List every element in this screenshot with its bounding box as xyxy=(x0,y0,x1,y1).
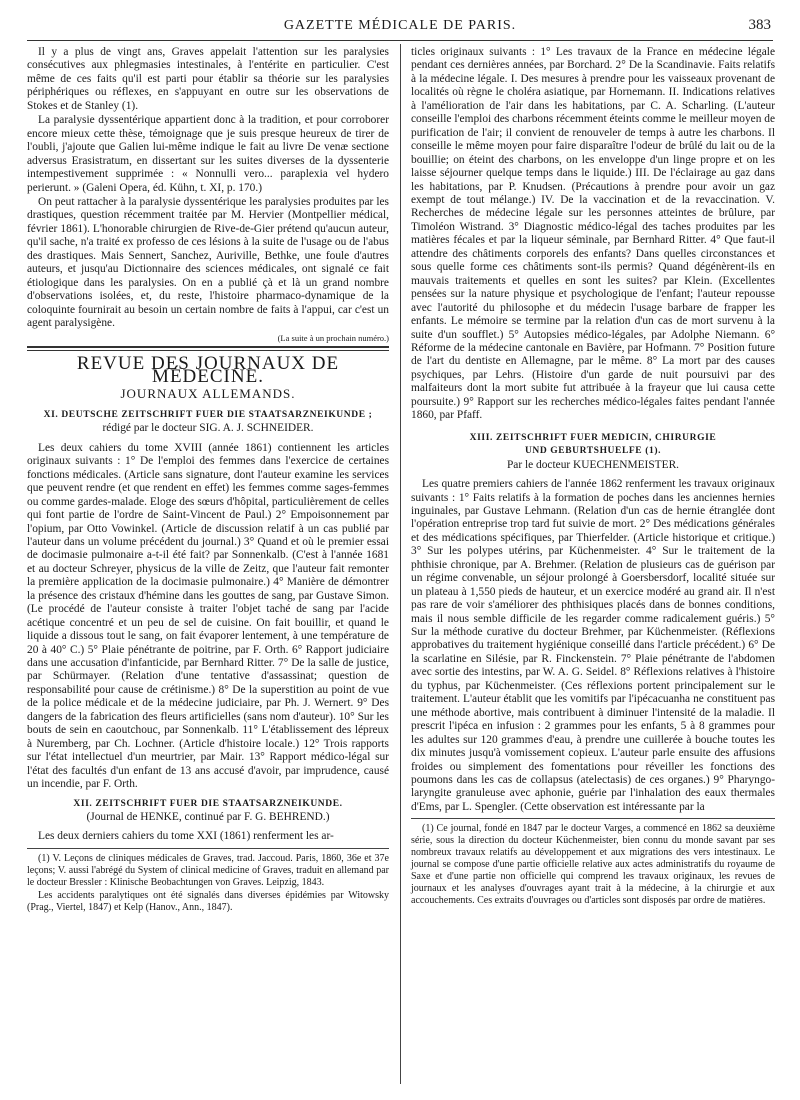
article-text-xii-continued: ticles originaux suivants : 1° Les travaux de la France en médecine légale pendant ces dernières années, par Borchard. 2° De la Scandinavie. Faits relatifs à la médecine légale. I. Des mesures à prendre pour les vaisseaux provenant de localités où règne le choléra asiatique, par Hornemann. II. Indications relatives à l'amélioration de l'air dans les habitations, par C. A. Scharling. (L'auteur conseille l'emploi des charbons récemment éteints comme le meilleur moyen de purification de l'air; il convient de renouveler de temps à autre les charbons. Il conseille le même moyen pour faire disparaître l'odeur de brûlé du lait ou de la bouillie; on éteint des charbons, on les enveloppe d'un linge propre et on les laisse séjourner quelque temps dans le liquide.) III. De l'éclairage au gaz dans les habitations, par P. Knudsen. (Précautions à prendre pour avoir un gaz exempt de tout mélange.) IV. De la vaccination et de la revaccination. V. Recherches de médecine légale sur les personnes atteintes de brûlure, par Timoléon Wistrand. 3° Diagnostic médico-légal des taches produites par les matières fécales et par la liqueur séminale, par Bernhard Ritter. 4° Que faut-il attendre des châtiments corporels des enfants? Dans quelles circonstances et sous quelle forme ces châtiments sont-ils permis? Quand dégénèrent-ils en mauvais traitements et quelles en sont les suites? par Klein. (Excellentes pensées sur la nature physique et psychologique de l'enfant; l'auteur repousse avec l'autorité du philosophe et du médecin l'usage barbare de frapper les enfants. Le mémoire se termine par la relation d'un cas de mort survenu à la suite d'un soufflet.) 5° Autopsies médico-légales, par Adolphe Niemann. 6° Réforme de la médecine cantonale en Bavière, par Hofmann. 7° Position future de l'art du dentiste en Allemagne, par le même. 8° La mort par des causes psychiques, par Lehrs. (Histoire d'un garde de nuit poursuivi par des malfaiteurs dont la mort subite fut attribuée à la frayeur que lui causa cette poursuite.) 9° Rapport sur les recherches médico-légales faites pendant l'année 1860, par Pfaff. xyxy=(411,46,775,422)
continued-note: (La suite à un prochain numéro.) xyxy=(277,332,389,343)
right-column xyxy=(411,46,775,908)
article-heading-xii: XII. ZEITSCHRIFT FUER DIE STAATSARZNEIKUNDE. xyxy=(73,798,343,809)
footnote: (1) V. Leçons de cliniques médicales de Graves, trad. Jaccoud. Paris, 1860, 36e et 37e leçons; V. aussi l'abrégé du System of clinical medicine of Graves, traduit en allemand par le docteur Bressler : Klinische Beobachtungen von Graves. Leipzig, 1843. xyxy=(27,852,389,888)
article-byline-xii: (Journal de HENKE, continué par F. G. BEHREND.) xyxy=(86,811,330,824)
paragraph: La paralysie dyssentérique appartient donc à la tradition, et pour corroborer encore mieux cette thèse, témoignage que je suis presque heureux de tirer de l'oubli, j'ajoute que Galien lui-même indique le fait au livre De venæ sectione adversus Erasistratum, en dissertant sur les suites diverses de la dyssenterie intempestivement supprimée : « Nonnulli vero... paraplexia vel hydero perierunt. » (Galeni Opera, éd. Kühn, t. XI, p. 170.) xyxy=(27,114,389,194)
footnote-block xyxy=(411,823,775,907)
journal-title: GAZETTE MÉDICALE DE PARIS. xyxy=(283,18,517,33)
article-byline-xiii: Par le docteur KUECHENMEISTER. xyxy=(506,458,680,471)
article-text-xiii: Les quatre premiers cahiers de l'année 1862 renferment les travaux originaux suivants : 1° Faits relatifs à la formation de poches dans les anciennes hernies inguinales, par Gustave Lehmann. (Relation d'un cas de hernie étranglée dont l'opération entreprise trop tard fut suivie de mort. 2° Des médications générales et des médications spécifiques, par Thierfelder. (Article historique et critique.) 3° Sur les polypes utérins, par Küchenmeister. 4° Sur le traitement de la phthisie chronique, par A. Brehmer. (Relation de plusieurs cas de guérison par un régime convenable, un séjour prolongé à Goersbersdorf, localité située sur un plateau à 1,550 pieds de hauteur, et un exercice modéré au grand air. Il n'est pas rare de voir s'améliorer des phthisiques placés dans de bonnes conditions, mais il nous semble difficile de les regarder comme radicalement guéris.) 5° Sur la méthode curative du docteur Brehmer, par Küchenmeister. (Réflexions approbatives du traitement hygiénique conseillé dans l'article précédent.) 6° De la scarlatine en Silésie, par R. Finckenstein. 7° Plaie pénétrante de l'abdomen avec sortie des intestins, par W. A. G. Seidel. 8° Réflexions relatives à l'histoire du typhus, par Küchenmeister. (Ces réflexions portent principalement sur le traitement. L'auteur établit que les vomitifs par l'ipécacuanha ne constituent pas une méthode abortive, mais contribuent à diminuer l'intensité de la maladie. Il prescrit l'ipéca en infusion : 2 grammes pour les enfants, 5 à 8 grammes pour les adultes sur 120 grammes d'eau, à prendre une cuillerée à bouche toutes les dix minutes jusqu'à vomissement copieux. L'auteur parle ensuite des affusions froides ou simplement des fomentations pour réveiller les fonctions des poumons dans les cas de collapsus (atelectasis) de ces organes.) 9° Pharyngo-laryngite granuleuse avec aphonie, guérie par l'inhalation des eaux thermales d'Ems, par L. Spengler. (Cette observation est intéressante par la xyxy=(411,478,775,813)
footnote: Les accidents paralytiques ont été signalés dans diverses épidémies par Witowsky (Prag., Viertel, 1847) et Kelp (Hanov., Ann., 1847). xyxy=(27,889,389,913)
paragraph: On peut rattacher à la paralysie dyssentérique les paralysies produites par les drastiques, question récemment traitée par M. Hervier (Montpellier médical, février 1861). L'honorable chirurgien de Rive-de-Gier prétend qu'aucun auteur, qu'il sache, n'a traité ex professo de ces lésions à la suite de l'usage ou de l'abus des drastiques. Mais Sennert, Sanchez, Auriville, Bethke, une foule d'autres auteurs, et jusqu'au Dictionnaire des sciences médicales, ont signalé ce fait étiologique dans les paralysies. On en a publié çà et là un grand nombre d'observations isolées, et, du reste, l'histoire pharmaco-dynamique de la coloquinte fournirait au besoin un certain nombre de faits à l'appui, car c'est un agent paralysigène. xyxy=(27,195,389,330)
footnote-block xyxy=(27,853,389,914)
section-rule xyxy=(27,346,389,351)
section-title: REVUE DES JOURNAUX DE MÉDECINE. xyxy=(76,352,340,387)
article-text-xii: Les deux derniers cahiers du tome XXI (1861) renferment les ar- xyxy=(38,830,334,843)
left-column xyxy=(27,46,389,915)
article-byline-xi: rédigé par le docteur SIG. A. J. SCHNEIDER. xyxy=(102,422,314,435)
footnote-rule xyxy=(27,848,389,849)
article-heading-xiii-line1: XIII. ZEITSCHRIFT FUER MEDICIN, CHIRURGIE xyxy=(469,432,717,443)
page-number: 383 xyxy=(748,17,771,33)
footnote-rule xyxy=(411,818,775,819)
footnote: (1) Ce journal, fondé en 1847 par le docteur Varges, a commencé en 1862 sa deuxième série, sous la direction du docteur Küchenmeister, bien connu du monde savant par ses nombreux travaux relatifs au développement et aux migrations des vers intestinaux. Le journal se compose d'une partie officielle relative aux actes administratifs du royaume de Saxe et d'une partie non officielle qui comprend les travaux originaux, les revues de journaux et les analyses d'ouvrages ayant trait à la médecine, à la chirurgie et aux accouchements. Ces extraits d'ouvrages ou d'articles sont disposés par ordre de matières. xyxy=(411,823,775,907)
section-subtitle: JOURNAUX ALLEMANDS. xyxy=(120,386,296,402)
article-heading-xiii-line2: UND GEBURTSHUELFE (1). xyxy=(524,446,662,457)
column-divider xyxy=(400,44,401,1084)
article-text-xi: Les deux cahiers du tome XVIII (année 1861) contiennent les articles originaux suivants : 1° De l'emploi des femmes dans l'exercice de certaines fonctions médicales. (Article sans signature, dont l'auteur examine les services que peuvent rendre (et que rendent en effet) les femmes comme sages-femmes ou comme gardes-malade. Eloge des sœurs d'hôpital, particulièrement de celles qui font partie de l'ordre de Saint-Vincent de Paul.) 2° Empoisonnement par l'opium, par Otto Vowinkel. (Article de discussion relatif à un cas publié par l'auteur dans un volume précédent du journal.) 3° Quand et où le premier essai de docimasie pulmonaire a-t-il été fait? par Sonnenkalb. (C'est à l'année 1681 et au docteur Schreyer, physicus de la ville de Zeitz, que l'auteur fait remonter la première application de la docimasie pulmonaire.) 4° Manière de démontrer la présence des cristaux d'hémine dans les gouttes de sang, par Gustave Simon. (Le procédé de l'auteur consiste à traiter l'objet taché de sang par l'acide acétique concentré et un peu de sel de cuisine. On fait bouillir, et quand le liquide a dissous tout le sang, on fait évaporer lentement, à une température de 20 à 40° C.) 5° Plaie pénétrante de poitrine, par F. Orth. 6° Rapport judiciaire dans une accusation d'infanticide, par Bernhard Ritter. 7° De la salle de justice, par Schürmayer. (Relation d'une tentative d'assassinat; question de responsabilité pour cause de crétinisme.) 8° De la superstition au point de vue de la police médicale et de la médecine judiciaire, par Ph. J. Wernert. 9° Des dangers de la fabrication des fleurs artificielles (sans nom d'auteur). 10° Sur les bouts de sein en caoutchouc, par Sonnenkalb. 11° L'établissement des lépreux à Nuremberg, par Ch. Lochner. (Article d'histoire locale.) 12° Trois rapports sur l'état intellectuel d'un meurtrier, par Mair. 13° Rapport médico-légal sur l'état des facultés d'un enfant de 13 ans accusé d'avoir, par imprudence, causé un incendie, par F. Orth. xyxy=(27,441,389,791)
article-heading-xi: XI. DEUTSCHE ZEITSCHRIFT FUER DIE STAATSARZNEIKUNDE ; xyxy=(43,409,373,420)
paragraph: Il y a plus de vingt ans, Graves appelait l'attention sur les paralysies consécutives aux phlegmasies intestinales, à l'entérite en particulier. C'est même de ces faits qu'il est parti pour établir sa théorie sur les paralysies périphériques ou réflexes, en s'appuyant en outre sur les observations de Stokes et de Stanley (1). xyxy=(27,46,389,112)
page-header xyxy=(27,14,773,41)
